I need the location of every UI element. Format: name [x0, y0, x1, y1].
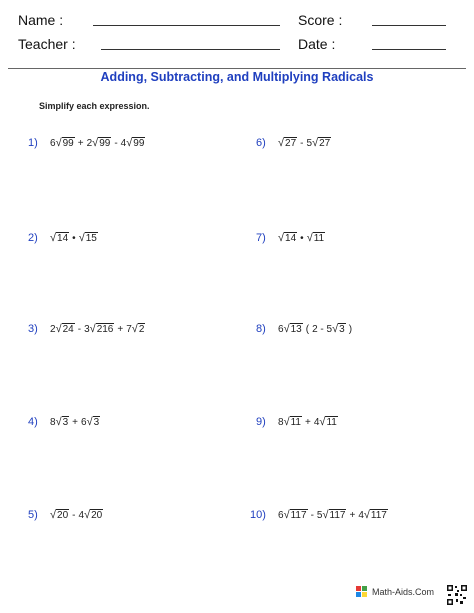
radical-term — [358, 509, 388, 521]
problem-number: 7) — [256, 232, 266, 244]
problem-number: 4) — [28, 416, 38, 428]
radical-term — [307, 137, 332, 149]
radicand: 13 — [290, 324, 302, 335]
score-field-line[interactable] — [372, 25, 446, 26]
operator: + — [72, 416, 79, 428]
coefficient: 5 — [316, 510, 323, 521]
radical-sign-icon: √ — [283, 509, 290, 521]
radical-term — [278, 323, 303, 335]
problem-item — [256, 232, 325, 244]
radical-sign-icon: √ — [86, 416, 93, 428]
coefficient: 4 — [313, 417, 320, 428]
radical-sign-icon: √ — [55, 137, 62, 149]
radicand: 99 — [133, 138, 145, 149]
problem-number: 5) — [28, 509, 38, 521]
coefficient: 2 — [86, 138, 93, 149]
problem-item — [250, 509, 388, 521]
operator: + — [305, 416, 311, 428]
radicand: 3 — [93, 417, 100, 428]
radicand: 2 — [138, 324, 145, 335]
radical-sign-icon: √ — [84, 509, 91, 521]
radical-term — [81, 416, 100, 428]
operator: - — [300, 137, 304, 149]
radical-term — [278, 416, 302, 428]
expression-text: 2 - 5 — [312, 323, 333, 335]
operator: • — [72, 232, 76, 244]
problem-expression — [278, 232, 325, 244]
brand-text: Math-Aids.Com — [371, 587, 434, 597]
problem-number: 8) — [256, 323, 266, 335]
operator: ( — [305, 323, 310, 335]
radicand: 15 — [85, 233, 97, 244]
problem-item — [28, 137, 145, 149]
radical-term — [307, 232, 325, 244]
radical-sign-icon: √ — [126, 137, 133, 149]
radical-sign-icon: √ — [322, 509, 329, 521]
teacher-label: Teacher : — [18, 36, 76, 52]
radicand: 24 — [62, 324, 74, 335]
radical-term — [126, 323, 145, 335]
radical-sign-icon: √ — [89, 323, 96, 335]
operator: • — [300, 232, 304, 244]
problem-number: 6) — [256, 137, 266, 149]
problem-expression — [50, 137, 145, 149]
operator: - — [310, 509, 314, 521]
operator: ) — [348, 323, 353, 335]
radical-term — [278, 137, 297, 149]
problem-expression — [278, 137, 331, 149]
problem-item — [28, 232, 98, 244]
coefficient: 4 — [358, 510, 364, 521]
problem-expression — [50, 323, 145, 335]
name-label: Name : — [18, 12, 64, 28]
radical-sign-icon: √ — [319, 416, 326, 428]
name-field-line[interactable] — [93, 25, 280, 26]
problem-expression — [278, 323, 355, 335]
radicand: 14 — [57, 233, 69, 244]
radical-term — [121, 137, 146, 149]
operator: - — [77, 323, 82, 335]
operator: + — [349, 509, 356, 521]
problem-expression — [50, 509, 103, 521]
operator: - — [72, 509, 76, 521]
radicand: 20 — [91, 510, 103, 521]
radical-term — [50, 416, 69, 428]
problem-item — [256, 137, 331, 149]
radical-sign-icon: √ — [50, 232, 57, 244]
radicand: 99 — [62, 138, 74, 149]
header-divider — [8, 68, 466, 69]
radical-sign-icon: √ — [92, 137, 99, 149]
coefficient: 3 — [84, 324, 90, 335]
radicand: 14 — [285, 233, 297, 244]
radical-term — [278, 509, 308, 521]
radicand: 27 — [285, 138, 297, 149]
radical-sign-icon: √ — [78, 232, 85, 244]
radicand: 117 — [290, 510, 307, 521]
radicand: 20 — [57, 510, 69, 521]
radical-term — [79, 509, 104, 521]
coefficient: 4 — [78, 510, 85, 521]
radicand: 216 — [96, 324, 114, 335]
problem-item — [256, 416, 338, 428]
radical-sign-icon: √ — [50, 509, 57, 521]
instructions: Simplify each expression. — [39, 101, 150, 111]
problem-item — [256, 323, 355, 335]
math-aids-logo-icon — [356, 586, 368, 598]
radical-sign-icon: √ — [283, 416, 290, 428]
teacher-field-line[interactable] — [101, 49, 280, 50]
radical-sign-icon: √ — [332, 323, 339, 335]
problem-expression — [278, 509, 388, 521]
footer-brand — [356, 586, 434, 598]
problem-expression — [278, 416, 338, 428]
problem-number: 10) — [250, 509, 266, 521]
problem-number: 2) — [28, 232, 38, 244]
problem-number: 1) — [28, 137, 38, 149]
radicand: 3 — [62, 417, 69, 428]
radicand: 27 — [319, 138, 331, 149]
radical-sign-icon: √ — [363, 509, 370, 521]
radical-term — [79, 232, 98, 244]
operator: + — [77, 137, 84, 149]
radical-term — [314, 416, 338, 428]
radical-sign-icon: √ — [131, 323, 138, 335]
coefficient: 5 — [306, 138, 313, 149]
problem-expression — [50, 232, 98, 244]
radical-term — [50, 137, 75, 149]
radical-sign-icon: √ — [55, 416, 62, 428]
coefficient: 2 — [50, 324, 56, 335]
radical-sign-icon: √ — [55, 323, 62, 335]
coefficient: 4 — [120, 138, 127, 149]
radical-sign-icon: √ — [278, 232, 285, 244]
coefficient: 8 — [278, 417, 284, 428]
coefficient: 6 — [278, 510, 284, 521]
problem-expression — [50, 416, 100, 428]
problem-item — [28, 323, 145, 335]
coefficient: 6 — [278, 324, 284, 335]
coefficient: 6 — [50, 138, 56, 149]
radical-sign-icon: √ — [283, 323, 290, 335]
operator: - — [114, 137, 118, 149]
radical-term — [50, 509, 69, 521]
problem-number: 9) — [256, 416, 266, 428]
radicand: 117 — [370, 510, 387, 521]
radicand: 99 — [99, 138, 111, 149]
date-field-line[interactable] — [372, 49, 446, 50]
problem-number: 3) — [28, 323, 38, 335]
radical-term — [87, 137, 112, 149]
qr-code-icon — [446, 584, 468, 606]
radical-sign-icon: √ — [306, 232, 313, 244]
radicand: 11 — [313, 233, 325, 244]
coefficient: 7 — [126, 324, 132, 335]
radicand: 3 — [339, 324, 345, 335]
radicand: 11 — [290, 417, 301, 428]
problem-item — [28, 416, 100, 428]
operator: + — [117, 323, 124, 335]
coefficient: 6 — [81, 417, 87, 428]
radical-sign-icon: √ — [278, 137, 285, 149]
radical-term — [278, 232, 297, 244]
radicand: 117 — [329, 510, 346, 521]
worksheet-title: Adding, Subtracting, and Multiplying Radicals — [100, 70, 374, 84]
radical-term — [50, 232, 69, 244]
radical-term — [317, 509, 347, 521]
radicand: 11 — [326, 417, 337, 428]
date-label: Date : — [298, 36, 336, 52]
coefficient: 8 — [50, 417, 56, 428]
radical-sign-icon: √ — [312, 137, 319, 149]
radical-term — [84, 323, 114, 335]
score-label: Score : — [298, 12, 343, 28]
radical-term — [50, 323, 75, 335]
problem-item — [28, 509, 103, 521]
radical-term — [332, 323, 346, 335]
